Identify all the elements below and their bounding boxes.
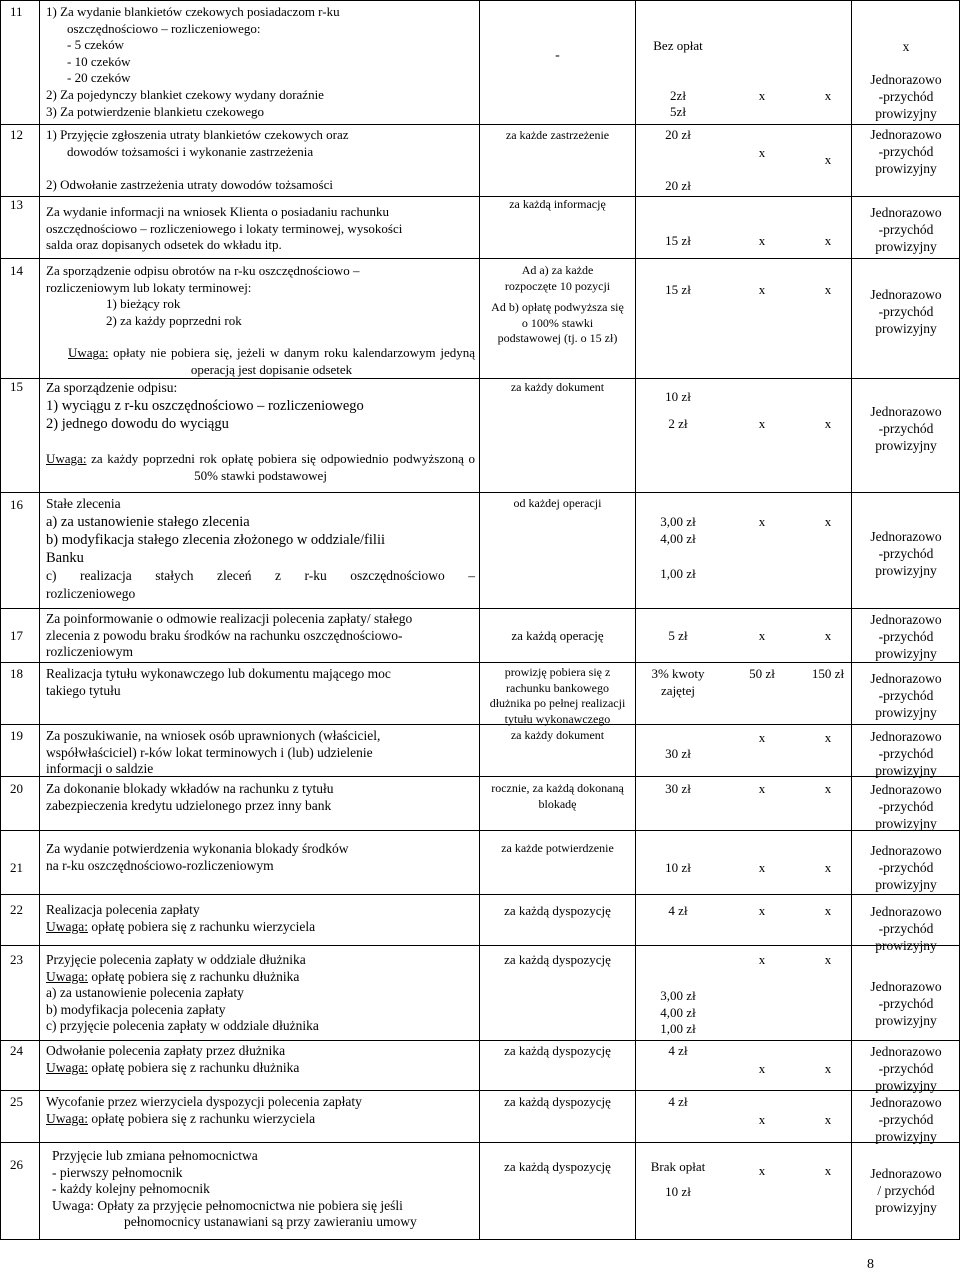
row-description: 1) Przyjęcie zgłoszenia utraty blankietów czekowych oraz dowodów tożsamości i wykonanie zastrzeżenia 2) Odwołanie zastrzeżenia utraty dowodów tożsamości <box>46 127 349 193</box>
row-charge-type: Jednorazowo -przychód prowizyjny <box>870 782 942 831</box>
row-extra-fee-1: x <box>758 903 766 918</box>
row-fee: 20 zł <box>665 127 691 142</box>
row-number: 15 <box>10 379 23 394</box>
row-extra-fee-2: x <box>824 152 832 167</box>
row-unit: Ad a) za każde rozpoczęte 10 pozycji Ad b) opłatę podwyższa się o 100% stawki podstawowej (tj. o 15 zł) <box>491 263 624 345</box>
row-extra-fee-1: x <box>758 952 766 967</box>
row-description: Za wydanie informacji na wniosek Klienta o posiadaniu rachunku oszczędnościowo – rozliczeniowego i lokaty terminowej, wysokości salda oraz dopisanych odsetek do wkładu itp. <box>46 204 403 253</box>
table-border-bottom <box>0 1239 960 1240</box>
row-charge-type: Jednorazowo -przychód prowizyjny <box>870 404 942 453</box>
row-charge-type: Jednorazowo -przychód prowizyjny <box>870 1095 942 1144</box>
row-charge-type: Jednorazowo -przychód prowizyjny <box>870 612 942 661</box>
row-extra-fee-2: x <box>824 1112 832 1127</box>
row-extra-fee-1: x <box>758 781 766 796</box>
row-extra-fee-2: x <box>824 730 832 745</box>
row-extra-fee-2: x <box>824 628 832 643</box>
row-number: 20 <box>10 781 23 796</box>
row-description: Za dokonanie blokady wkładów na rachunku z tytułu zabezpieczenia kredytu udzielonego przez inny bank <box>46 781 334 813</box>
row-charge-type: Jednorazowo -przychód prowizyjny <box>870 979 942 1028</box>
row-unit: za każde zastrzeżenie <box>505 128 610 142</box>
row-description: Przyjęcie lub zmiana pełnomocnictwa - pierwszy pełnomocnik - każdy kolejny pełnomocnik Uwaga: Opłaty za przyjęcie pełnomocnictwa nie pobiera się jeśli pełnomocnicy ustanawiani są przy zawieraniu umowy <box>52 1148 417 1230</box>
row-number: 23 <box>10 952 23 967</box>
row-fee: 30 zł <box>665 746 691 761</box>
row-charge-type: Jednorazowo -przychód prowizyjny <box>870 127 942 176</box>
row-extra-fee-1: x <box>758 145 766 160</box>
row-extra-fee-2: x <box>824 781 832 796</box>
row-extra-fee-2: x <box>824 88 832 103</box>
row-divider <box>0 662 960 663</box>
row-extra-fee-2: x <box>824 860 832 875</box>
row-fee: 10 zł <box>665 389 691 404</box>
row-extra-fee-2: x <box>824 1061 832 1076</box>
row-fee: 15 zł <box>665 233 691 248</box>
row-unit: za każdą dyspozycję <box>504 903 611 918</box>
row-fee: Brak opłat 10 zł <box>650 1159 706 1199</box>
row-fee: 30 zł <box>665 781 691 796</box>
row-extra-fee-1: x <box>758 282 766 297</box>
row-extra-fee-2: x <box>824 233 832 248</box>
row-unit: prowizję pobiera się z rachunku bankowego dłużnika po pełnej realizacji tytułu wykonawczego <box>489 665 626 726</box>
row-divider <box>0 945 960 946</box>
row-fee: 3% kwoty zajętej <box>651 666 705 698</box>
row-number: 14 <box>10 263 23 278</box>
row-extra-fee-2: x <box>824 514 832 529</box>
row-divider <box>0 492 960 493</box>
row-extra-fee-2: x <box>824 952 832 967</box>
row-unit: od każdej operacji <box>513 496 602 510</box>
row-unit: za każdą informację <box>509 197 606 211</box>
row-extra-fee-1: 50 zł <box>749 666 775 681</box>
row-charge-type: Jednorazowo -przychód prowizyjny <box>870 904 942 953</box>
row-extra-fee-1: x <box>758 233 766 248</box>
row-charge-type: Jednorazowo -przychód prowizyjny <box>870 1044 942 1093</box>
row-unit: za każdą dyspozycję <box>504 1094 611 1109</box>
row-fee: 4 zł <box>668 903 688 918</box>
row-fee: 15 zł <box>665 282 691 297</box>
row-divider <box>0 894 960 895</box>
row-divider <box>0 124 960 125</box>
row-description: Stałe zlecenia a) za ustanowienie stałego zlecenia b) modyfikacja stałego zlecenia złożonego w oddziale/filii Banku c) realizacja stałych zleceń z r-ku oszczędnościowo – rozliczeniowego <box>46 496 475 601</box>
row-divider <box>0 830 960 831</box>
row-fee: 5 zł <box>668 628 688 643</box>
row-extra-fee-1: x <box>758 1163 766 1178</box>
row-unit: za każdą dyspozycję <box>504 1159 611 1174</box>
row-description: Wycofanie przez wierzyciela dyspozycji polecenia zapłaty Uwaga: opłatę pobiera się z rachunku wierzyciela <box>46 1094 362 1126</box>
row-number: 26 <box>10 1157 23 1172</box>
row-description: Za sporządzenie odpisu obrotów na r-ku oszczędnościowo – rozliczeniowym lub lokaty terminowej: 1) bieżący rok 2) za każdy poprzedni rok Uwaga: opłaty nie pobiera się, jeżeli w danym roku kalendarzowym jedyną operacją jest dopisanie odsetek <box>46 263 475 377</box>
row-charge-type: x Jednorazowo -przychód prowizyjny <box>870 39 942 121</box>
row-fee: 4 zł <box>668 1043 688 1058</box>
row-number: 16 <box>10 497 23 512</box>
row-number: 21 <box>10 860 23 875</box>
row-unit: za każde potwierdzenie <box>501 841 614 855</box>
row-number: 11 <box>10 4 23 19</box>
row-unit: za każdą dyspozycję <box>504 952 611 967</box>
row-divider <box>0 1142 960 1143</box>
row-extra-fee-2: x <box>824 903 832 918</box>
row-fee: 3,00 zł 4,00 zł 1,00 zł <box>660 514 696 582</box>
row-charge-type: Jednorazowo -przychód prowizyjny <box>870 529 942 578</box>
row-description: Realizacja tytułu wykonawczego lub dokumentu mającego moc takiego tytułu <box>46 666 391 698</box>
row-extra-fee-1: x <box>758 1112 766 1127</box>
row-charge-type: Jednorazowo -przychód prowizyjny <box>870 843 942 892</box>
row-number: 12 <box>10 127 23 142</box>
row-number: 17 <box>10 628 23 643</box>
page-number: 8 <box>867 1257 874 1272</box>
row-fee: 3,00 zł 4,00 zł 1,00 zł <box>660 988 696 1037</box>
row-extra-fee-1: x <box>758 88 766 103</box>
row-extra-fee-2: x <box>824 1163 832 1178</box>
row-description: 1) Za wydanie blankietów czekowych posiadaczom r-ku oszczędnościowo – rozliczeniowego: - 5 czeków - 10 czeków - 20 czeków 2) Za pojedynczy blankiet czekowy wydany doraźnie 3) Za potwierdzenie blankietu czekowego <box>46 4 340 119</box>
row-divider <box>0 258 960 259</box>
row-number: 22 <box>10 902 23 917</box>
row-extra-fee-1: x <box>758 860 766 875</box>
row-charge-type: Jednorazowo -przychód prowizyjny <box>870 671 942 720</box>
row-number: 19 <box>10 728 23 743</box>
row-extra-fee-1: x <box>758 514 766 529</box>
row-fee: Bez opłat 2zł 5zł <box>653 38 703 120</box>
row-fee: 20 zł <box>665 178 691 193</box>
row-charge-type: Jednorazowo / przychód prowizyjny <box>870 1166 942 1215</box>
row-fee: 4 zł <box>668 1094 688 1109</box>
row-unit: za każdy dokument <box>510 380 605 394</box>
row-number: 24 <box>10 1043 23 1058</box>
row-description: Za sporządzenie odpisu: 1) wyciągu z r-ku oszczędnościowo – rozliczeniowego 2) jednego dowodu do wyciągu Uwaga: za każdy poprzedni rok opłatę pobiera się odpowiednio podwyższoną o 50% stawki podstawowej <box>46 380 475 483</box>
row-extra-fee-1: x <box>758 1061 766 1076</box>
row-description: Przyjęcie polecenia zapłaty w oddziale dłużnika Uwaga: opłatę pobiera się z rachunku dłużnika a) za ustanowienie polecenia zapłaty b) modyfikacja polecenia zapłaty c) przyjęcie polecenia zapłaty w oddziale dłużnika <box>46 952 319 1034</box>
row-unit: za każdą dyspozycję <box>504 1043 611 1058</box>
row-extra-fee-2: x <box>824 416 832 431</box>
row-extra-fee-1: x <box>758 416 766 431</box>
table-border-top <box>0 0 960 1</box>
row-description: Za poszukiwanie, na wniosek osób uprawnionych (właściciel, współwłaściciel) r-ków lokat terminowych i (lub) udzielenie informacji o saldzie <box>46 728 381 777</box>
row-extra-fee-1: x <box>758 730 766 745</box>
row-unit: - <box>555 48 560 63</box>
row-unit: za każdy dokument <box>510 728 605 742</box>
row-fee: 10 zł <box>665 860 691 875</box>
row-description: Za wydanie potwierdzenia wykonania blokady środków na r-ku oszczędnościowo-rozliczeniowym <box>46 841 349 873</box>
row-charge-type: Jednorazowo -przychód prowizyjny <box>870 205 942 254</box>
row-divider <box>0 1090 960 1091</box>
row-divider <box>0 608 960 609</box>
row-charge-type: Jednorazowo -przychód prowizyjny <box>870 287 942 336</box>
row-number: 25 <box>10 1094 23 1109</box>
row-extra-fee-2: x <box>824 282 832 297</box>
row-extra-fee-1: x <box>758 628 766 643</box>
row-description: Za poinformowanie o odmowie realizacji polecenia zapłaty/ stałego zlecenia z powodu braku środków na rachunku oszczędnościowo- rozliczeniowym <box>46 611 413 660</box>
row-unit: rocznie, za każdą dokonaną blokadę <box>491 781 624 811</box>
row-divider <box>0 1040 960 1041</box>
row-description: Odwołanie polecenia zapłaty przez dłużnika Uwaga: opłatę pobiera się z rachunku dłużnika <box>46 1043 300 1075</box>
row-extra-fee-2: 150 zł <box>811 666 845 681</box>
row-number: 13 <box>10 197 23 212</box>
row-fee: 2 zł <box>668 416 688 431</box>
row-charge-type: Jednorazowo -przychód prowizyjny <box>870 729 942 778</box>
row-unit: za każdą operację <box>511 628 604 643</box>
row-number: 18 <box>10 666 23 681</box>
row-description: Realizacja polecenia zapłaty Uwaga: opłatę pobiera się z rachunku wierzyciela <box>46 902 316 934</box>
